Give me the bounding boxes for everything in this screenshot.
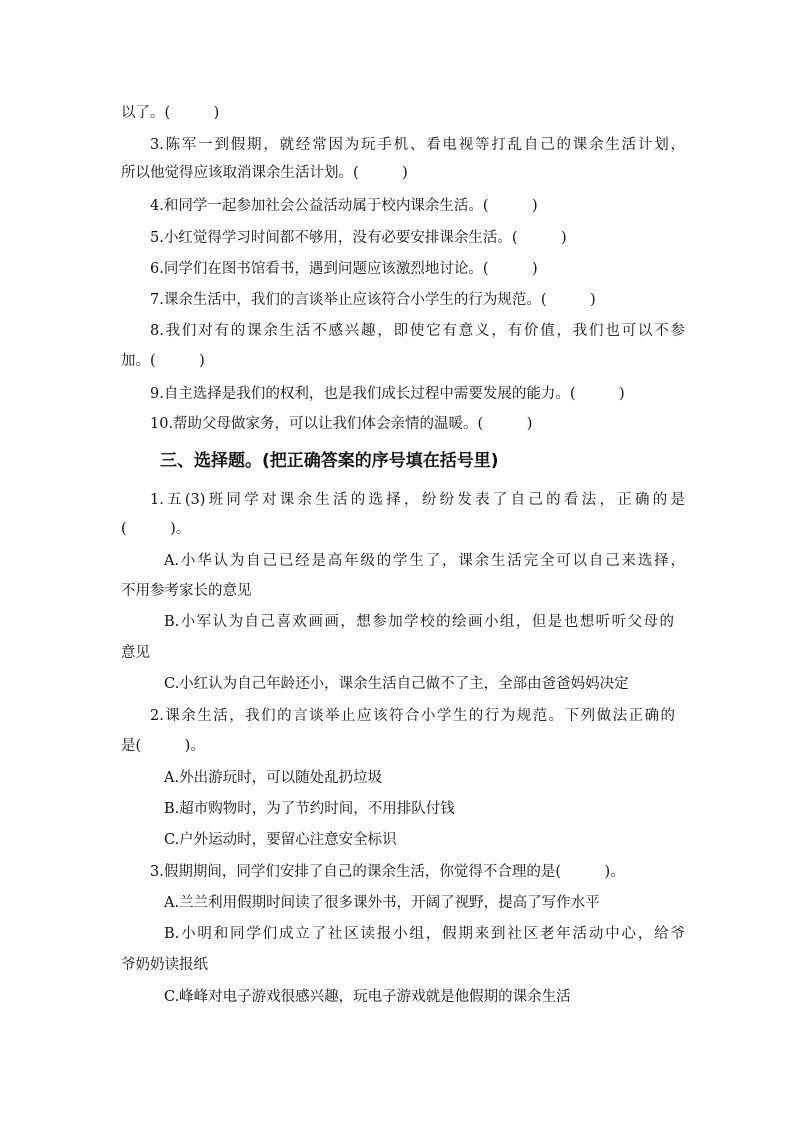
section-heading-choice: 三、选择题。(把正确答案的序号填在括号里) <box>160 451 499 471</box>
choice-q1-option-b-line2: 意见 <box>121 645 150 661</box>
choice-q2-line1: 2.课余生活，我们的言谈举止应该符合小学生的行为规范。下列做法正确的 <box>150 708 675 724</box>
choice-q2-option-a: A.外出游玩时，可以随处乱扔垃圾 <box>164 770 383 786</box>
choice-q3-line1: 3.假期期间，同学们安排了自己的课余生活，你觉得不合理的是( )。 <box>150 864 625 880</box>
choice-q1-line2: ( )。 <box>121 521 191 537</box>
choice-q3-option-b-line1: B.小明和同学们成立了社区读报小组，假期来到社区老年活动中心，给爷 <box>164 926 685 942</box>
judgment-q3-line1: 3.陈军一到假期，就经常因为玩手机、看电视等打乱自己的课余生活计划， <box>150 137 685 153</box>
choice-q2-option-c: C.户外运动时，要留心注意安全标识 <box>164 832 397 848</box>
choice-q2-line2: 是( )。 <box>121 738 205 754</box>
judgment-q6: 6.同学们在图书馆看书，遇到问题应该激烈地讨论。( ) <box>150 261 538 277</box>
choice-q3-option-b-line2: 爷奶奶读报纸 <box>121 957 208 973</box>
judgment-q8-line2: 加。( ) <box>121 353 205 369</box>
judgment-q9: 9.自主选择是我们的权利，也是我们成长过程中需要发展的能力。( ) <box>150 386 625 402</box>
choice-q1-option-a-line1: A.小华认为自己已经是高年级的学生了，课余生活完全可以自己来选择， <box>164 553 685 569</box>
judgment-q7: 7.课余生活中，我们的言谈举止应该符合小学生的行为规范。( ) <box>150 292 596 308</box>
choice-q3-option-c: C.峰峰对电子游戏很感兴趣，玩电子游戏就是他假期的课余生活 <box>164 989 571 1005</box>
choice-q1-option-b-line1: B.小军认为自己喜欢画画，想参加学校的绘画小组，但是也想听听父母的 <box>164 614 674 630</box>
choice-q1-option-a-line2: 不用参考家长的意见 <box>121 583 252 599</box>
choice-q2-option-b: B.超市购物时，为了节约时间，不用排队付钱 <box>164 801 455 817</box>
choice-q3-option-a: A.兰兰利用假期时间读了很多课外书，开阔了视野，提高了写作水平 <box>164 895 600 911</box>
judgment-q5: 5.小红觉得学习时间都不够用，没有必要安排课余生活。( ) <box>150 230 567 246</box>
choice-q1-line1: 1.五(3)班同学对课余生活的选择，纷纷发表了自己的看法，正确的是 <box>150 492 685 508</box>
judgment-q8-line1: 8.我们对有的课余生活不感兴趣，即使它有意义，有价值，我们也可以不参 <box>150 323 685 339</box>
judgment-q10: 10.帮助父母做家务，可以让我们体会亲情的温暖。( ) <box>150 416 533 432</box>
judgment-q4: 4.和同学一起参加社会公益活动属于校内课余生活。( ) <box>150 198 538 214</box>
judgment-q3-line2: 所以他觉得应该取消课余生活计划。( ) <box>121 165 408 181</box>
judgment-q2-continuation: 以了。( ) <box>121 105 220 121</box>
choice-q1-option-c: C.小红认为自己年龄还小，课余生活自己做不了主，全部由爸爸妈妈决定 <box>164 676 629 692</box>
